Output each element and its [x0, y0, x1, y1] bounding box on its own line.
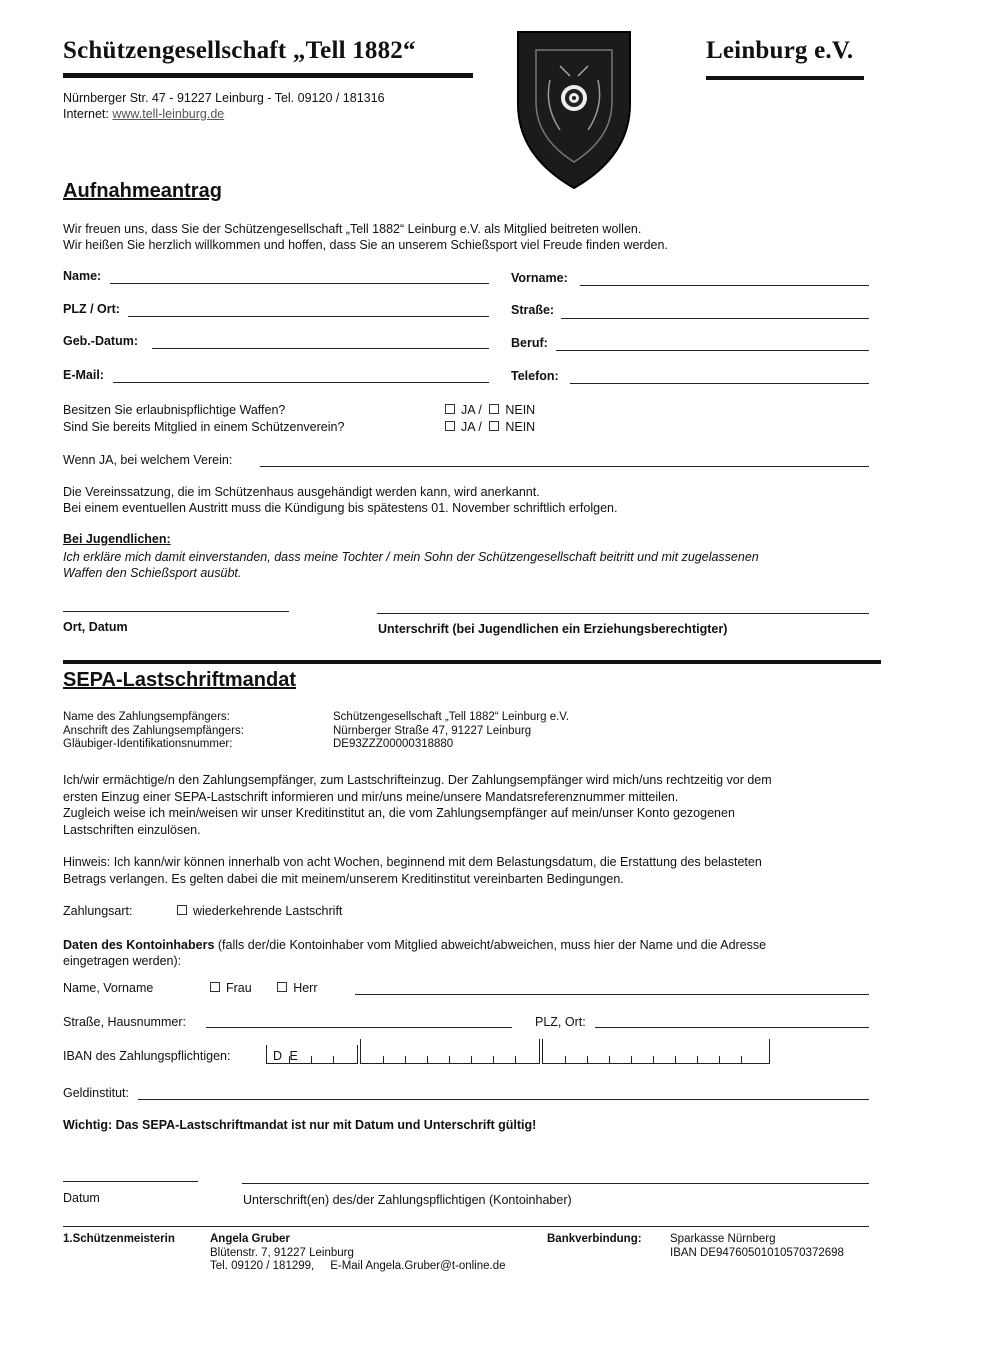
strasse-nr-label: Straße, Hausnummer:: [63, 1015, 186, 1029]
iban-tick: [449, 1056, 450, 1063]
footer-bank-block: [670, 1233, 844, 1260]
email-field[interactable]: [113, 382, 489, 383]
geldinstitut-field[interactable]: [138, 1099, 869, 1100]
herr-label: Herr: [293, 981, 318, 995]
mandate-line-2: ersten Einzug einer SEPA-Lastschrift informieren und mir/uns meine/unsere Mandatsreferenznummer mitteilen.: [63, 789, 679, 804]
mandate-line-4: Lastschriften einzulösen.: [63, 822, 201, 837]
iban-tick: [675, 1056, 676, 1063]
geb-datum-label: Geb.-Datum:: [63, 334, 138, 348]
zahlungsart-option: [177, 903, 342, 919]
youth-text-2: Waffen den Schießsport ausübt.: [63, 566, 242, 580]
creditor-id-label: Gläubiger-Identifikationsnummer:: [63, 738, 233, 750]
iban-tick: [405, 1056, 406, 1063]
plz-ort-label: PLZ / Ort:: [63, 302, 120, 316]
geldinstitut-label: Geldinstitut:: [63, 1086, 130, 1100]
club-internet: [63, 106, 224, 122]
plz-ort-field[interactable]: [128, 316, 489, 317]
payee-labels: [63, 711, 244, 752]
wichtig-note: Wichtig: Das SEPA-Lastschriftmandat ist nur mit Datum und Unterschrift gültig!: [63, 1118, 537, 1132]
weapons-ja-checkbox[interactable]: [445, 404, 455, 414]
footer-contact: Tel. 09120 / 181299, E-Mail Angela.Gruber@t-online.de: [210, 1260, 506, 1272]
email-label: E-Mail:: [63, 368, 104, 382]
payee-address-value: Nürnberger Straße 47, 91227 Leinburg: [333, 724, 532, 737]
iban-tick: [515, 1056, 516, 1063]
holder-plz-label: PLZ, Ort:: [535, 1015, 586, 1029]
iban-tick: [631, 1056, 632, 1063]
iban-tick: [697, 1056, 698, 1063]
telefon-label: Telefon:: [511, 369, 559, 383]
wenn-ja-label: Wenn JA, bei welchem Verein:: [63, 453, 233, 467]
beruf-field[interactable]: [556, 350, 869, 351]
club-address: Nürnberger Str. 47 - 91227 Leinburg - Tel. 09120 / 181316: [63, 91, 385, 105]
vorname-label: Vorname:: [511, 271, 568, 285]
iban-tick: [565, 1056, 566, 1063]
weapons-nein-label: NEIN: [505, 403, 536, 417]
hinweis-line-1: Hinweis: Ich kann/wir können innerhalb von acht Wochen, beginnend mit dem Belastungsdatum, die Erstattung des belasteten: [63, 855, 762, 869]
sepa-datum-line[interactable]: [63, 1181, 198, 1182]
frau-checkbox[interactable]: [210, 982, 220, 992]
creditor-id-value: DE93ZZZ00000318880: [333, 738, 454, 750]
herr-checkbox[interactable]: [277, 982, 287, 992]
salutation-options: [210, 980, 318, 996]
footer-rule: [63, 1226, 869, 1227]
frau-label: Frau: [226, 981, 252, 995]
vorname-field[interactable]: [580, 285, 869, 286]
iban-tick: [719, 1056, 720, 1063]
weapons-ja-label: JA /: [461, 403, 482, 417]
holder-heading-line-2: eingetragen werden):: [63, 954, 182, 968]
youth-heading: Bei Jugendlichen:: [63, 532, 171, 546]
mandate-text: [63, 772, 772, 838]
town-name: Leinburg e.V.: [706, 37, 854, 64]
mandate-line-3: Zugleich weise ich mein/weisen wir unser Kreditinstitut an, die vom Zahlungsempfänger auf mein/unser Konto gezogenen: [63, 806, 735, 820]
signature-label: Unterschrift (bei Jugendlichen ein Erziehungsberechtigter): [378, 622, 728, 636]
iban-tick: [333, 1056, 334, 1063]
footer-bank-name: Sparkasse Nürnberg: [670, 1233, 776, 1245]
application-title: Aufnahmeantrag: [63, 180, 222, 202]
payee-values: [333, 711, 569, 752]
beruf-label: Beruf:: [511, 336, 548, 350]
payee-name-label: Name des Zahlungsempfängers:: [63, 711, 230, 723]
question-member: Sind Sie bereits Mitglied in einem Schützenverein?: [63, 420, 345, 434]
name-label: Name:: [63, 269, 102, 283]
question-weapons: Besitzen Sie erlaubnispflichtige Waffen?: [63, 403, 286, 417]
iban-box-1[interactable]: [266, 1045, 358, 1064]
payee-address-label: Anschrift des Zahlungsempfängers:: [63, 724, 244, 737]
hinweis-line-2: Betrags verlangen. Es gelten dabei die mit meinem/unserem Kreditinstitut vereinbarten Bedingungen.: [63, 871, 624, 886]
iban-tick: [609, 1056, 610, 1063]
iban-tick: [383, 1056, 384, 1063]
telefon-field[interactable]: [570, 383, 869, 384]
wiederkehrend-label: wiederkehrende Lastschrift: [193, 904, 343, 918]
member-nein-label: NEIN: [505, 420, 536, 434]
signature-line[interactable]: [377, 613, 869, 614]
member-nein-checkbox[interactable]: [489, 421, 499, 431]
club-shield-emblem: [514, 26, 634, 192]
iban-tick: [741, 1056, 742, 1063]
sepa-signature-line[interactable]: [242, 1183, 869, 1184]
iban-tick: [289, 1056, 290, 1063]
iban-box-2[interactable]: [360, 1039, 540, 1064]
holder-street-field[interactable]: [206, 1027, 512, 1028]
wiederkehrend-checkbox[interactable]: [177, 905, 187, 915]
holder-heading-rest: (falls der/die Kontoinhaber vom Mitglied abweicht/abweichen, muss hier der Name und die Adresse: [214, 938, 767, 952]
hinweis-text: [63, 854, 762, 887]
footer-bank-label: Bankverbindung:: [547, 1233, 642, 1245]
internet-label: Internet:: [63, 107, 109, 121]
holder-name-field[interactable]: [355, 994, 869, 995]
iban-tick: [471, 1056, 472, 1063]
member-options: [445, 419, 535, 435]
sepa-title: SEPA-Lastschriftmandat: [63, 669, 297, 691]
footer-iban: IBAN DE94760501010570372698: [670, 1246, 844, 1259]
sepa-datum-label: Datum: [63, 1191, 100, 1205]
iban-tick: [427, 1056, 428, 1063]
iban-tick: [311, 1056, 312, 1063]
name-field[interactable]: [110, 283, 489, 284]
iban-tick: [493, 1056, 494, 1063]
ort-datum-line[interactable]: [63, 611, 289, 612]
weapons-nein-checkbox[interactable]: [489, 404, 499, 414]
member-ja-label: JA /: [461, 420, 482, 434]
mandate-line-1: Ich/wir ermächtige/n den Zahlungsempfänger, zum Lastschrifteinzug. Der Zahlungsempfänger wird mich/uns rechtzeitig vor dem: [63, 773, 772, 787]
iban-tick: [653, 1056, 654, 1063]
youth-text-1: Ich erkläre mich damit einverstanden, dass meine Tochter / mein Sohn der Schützengesellschaft beitritt und mit zugelassenen: [63, 550, 759, 564]
sepa-signature-label: Unterschrift(en) des/der Zahlungspflichtigen (Kontoinhaber): [243, 1193, 572, 1207]
intro-line-1: Wir freuen uns, dass Sie der Schützengesellschaft „Tell 1882“ Leinburg e.V. als Mitglied beitreten wollen.: [63, 222, 642, 236]
footer-role: 1.Schützenmeisterin: [63, 1233, 175, 1245]
ort-datum-label: Ort, Datum: [63, 620, 128, 634]
section-divider: [63, 660, 881, 664]
header-rule-left: [63, 73, 473, 78]
footer-contact-block: [210, 1233, 506, 1274]
holder-heading-bold: Daten des Kontoinhabers: [63, 938, 215, 952]
footer-person: Angela Gruber: [210, 1233, 290, 1245]
intro-line-2: Wir heißen Sie herzlich willkommen und hoffen, dass Sie an unserem Schießsport viel Freude finden werden.: [63, 238, 668, 252]
iban-prefix: D E: [273, 1049, 300, 1063]
holder-heading: [63, 937, 766, 953]
club-name: Schützengesellschaft „Tell 1882“: [63, 37, 416, 64]
holder-plz-field[interactable]: [595, 1027, 869, 1028]
weapons-options: [445, 402, 535, 418]
iban-box-3[interactable]: [542, 1039, 770, 1064]
satzung-line-1: Die Vereinssatzung, die im Schützenhaus ausgehändigt werden kann, wird anerkannt.: [63, 485, 540, 499]
footer-street: Blütenstr. 7, 91227 Leinburg: [210, 1246, 354, 1259]
iban-label: IBAN des Zahlungspflichtigen:: [63, 1049, 231, 1063]
zahlungsart-label: Zahlungsart:: [63, 904, 133, 918]
header-rule-right: [706, 76, 864, 80]
payee-name-value: Schützengesellschaft „Tell 1882“ Leinburg e.V.: [333, 711, 570, 723]
geb-datum-field[interactable]: [152, 348, 489, 349]
strasse-field[interactable]: [561, 318, 869, 319]
verein-field[interactable]: [260, 466, 869, 467]
iban-tick: [587, 1056, 588, 1063]
name-vorname-label: Name, Vorname: [63, 981, 154, 995]
strasse-label: Straße:: [511, 303, 555, 317]
member-ja-checkbox[interactable]: [445, 421, 455, 431]
internet-link[interactable]: www.tell-leinburg.de: [112, 107, 225, 121]
satzung-line-2: Bei einem eventuellen Austritt muss die Kündigung bis spätestens 01. November schriftlich erfolgen.: [63, 501, 618, 515]
